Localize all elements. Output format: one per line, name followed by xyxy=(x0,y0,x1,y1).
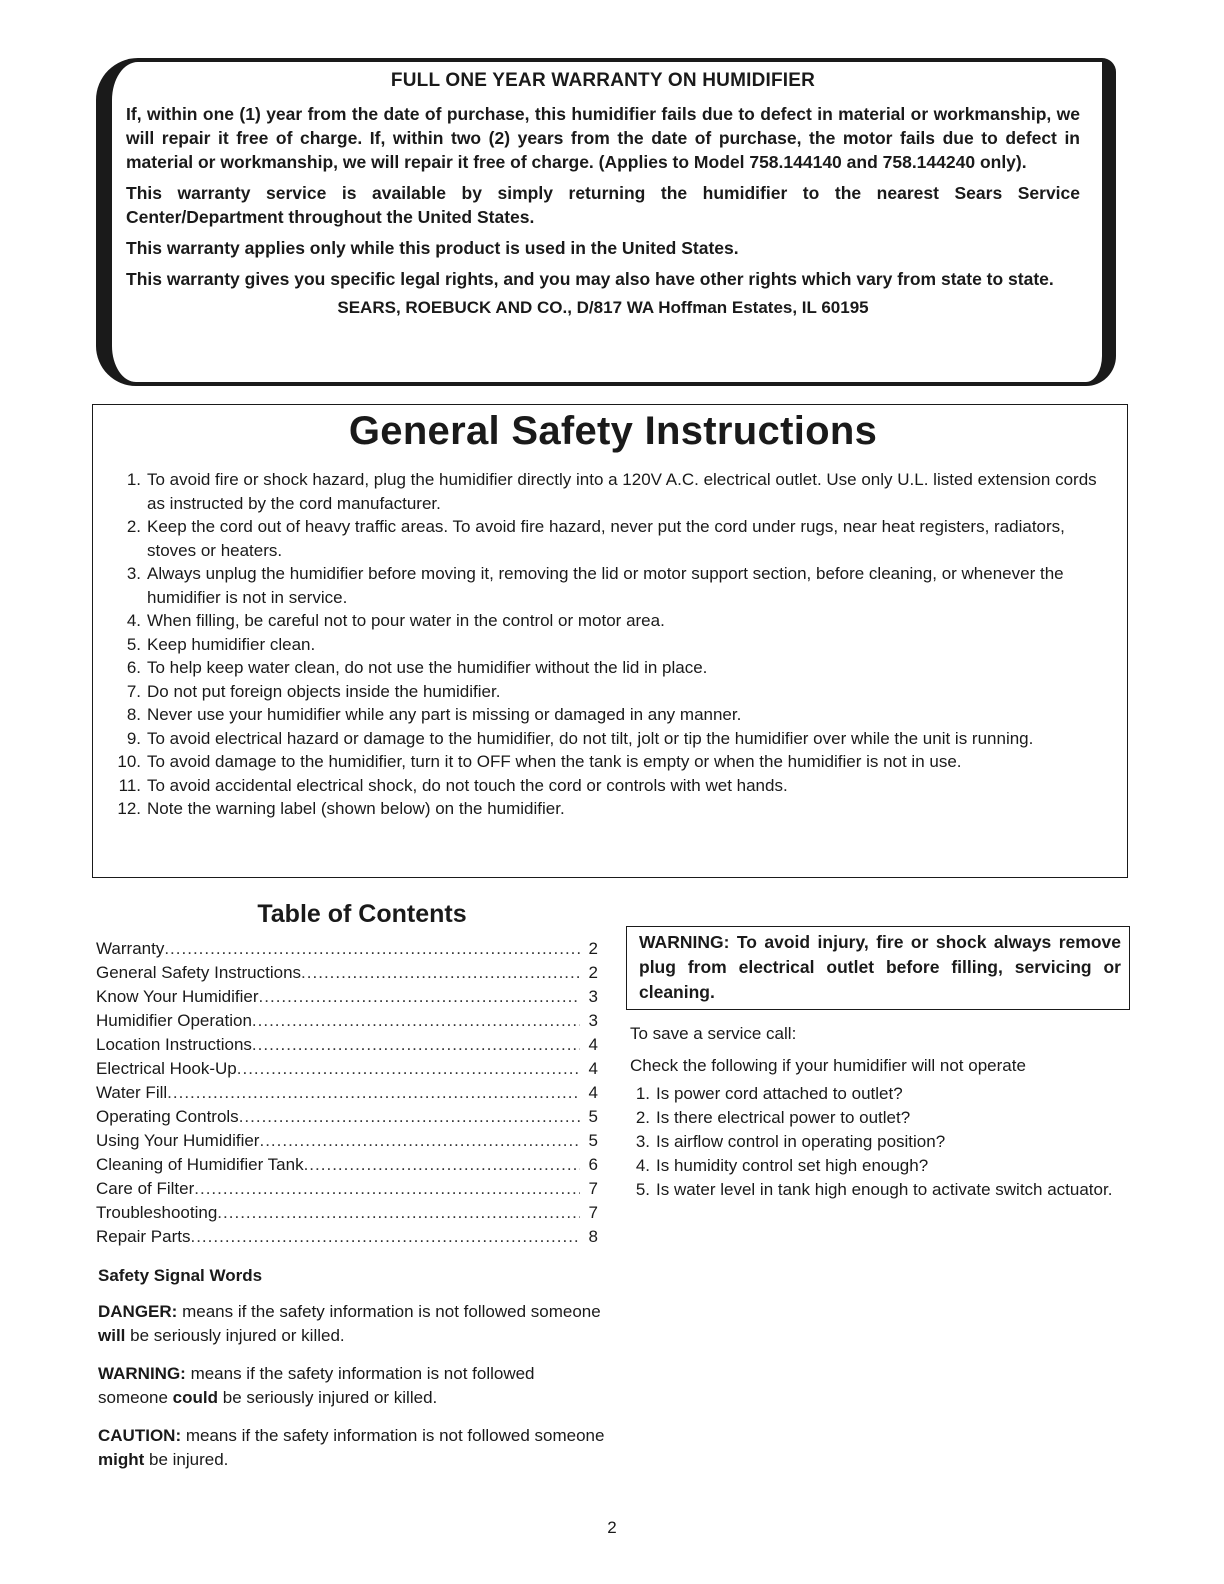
safety-item-text: Always unplug the humidifier before moving it, removing the lid or motor support section, before cleaning, or whenever the humidifier is not in service. xyxy=(147,564,1064,607)
toc-entry xyxy=(96,1057,598,1081)
safety-item xyxy=(111,562,1115,609)
toc-leader-dots xyxy=(252,1033,580,1057)
caution-term: CAUTION: xyxy=(98,1426,182,1445)
safety-item-text: To help keep water clean, do not use the humidifier without the lid in place. xyxy=(147,658,708,677)
toc-entry-page: 8 xyxy=(588,1227,598,1246)
warning-term: WARNING: xyxy=(98,1364,186,1383)
toc-entry xyxy=(96,1129,598,1153)
caution-text-post: be injured. xyxy=(149,1450,229,1469)
caution-definition xyxy=(98,1424,608,1472)
toc-entry xyxy=(96,937,598,961)
signal-words-heading: Safety Signal Words xyxy=(98,1266,263,1285)
check-intro: Check the following if your humidifier will not operate xyxy=(630,1056,1026,1075)
check-item-number: 5. xyxy=(635,1180,650,1199)
warranty-box xyxy=(96,58,1116,386)
toc-entry xyxy=(96,985,598,1009)
toc-entry-label: Warranty xyxy=(96,939,165,958)
safety-item-number: 3. xyxy=(126,564,141,583)
table-of-contents xyxy=(96,900,598,1249)
safety-item-text: To avoid electrical hazard or damage to the humidifier, do not tilt, jolt or tip the humidifier over while the unit is running. xyxy=(147,728,1034,748)
caution-text-pre: means if the safety information is not followed someone xyxy=(185,1426,605,1445)
toc-entry-page: 2 xyxy=(588,963,598,982)
warranty-paragraph: This warranty gives you specific legal rights, and you may also have other rights which vary from state to state. xyxy=(126,269,1054,289)
check-item xyxy=(626,1130,1130,1154)
toc-entry-label: Location Instructions xyxy=(96,1035,252,1054)
toc-entry-label: Humidifier Operation xyxy=(96,1011,252,1030)
check-item-number: 4. xyxy=(635,1156,650,1175)
check-item-text: Is power cord attached to outlet? xyxy=(656,1084,903,1103)
safety-item-text: Keep the cord out of heavy traffic areas. To avoid fire hazard, never put the cord under rugs, near heat registers, radiators, stoves or heaters. xyxy=(147,517,1065,560)
safety-item-number: 5. xyxy=(126,634,141,654)
safety-list xyxy=(111,468,1115,821)
toc-leader-dots xyxy=(164,937,580,961)
check-item-text: Is there electrical power to outlet? xyxy=(656,1108,911,1127)
safety-item xyxy=(111,750,1115,774)
toc-title: Table of Contents xyxy=(257,900,467,928)
warranty-paragraph: This warranty service is available by simply returning the humidifier to the nearest Sears Service Center/Department throughout the United States. xyxy=(126,183,1080,227)
safety-item-number: 9. xyxy=(126,728,141,748)
check-item-text: Is airflow control in operating position? xyxy=(656,1132,946,1151)
toc-entry xyxy=(96,1009,598,1033)
safety-item xyxy=(111,703,1115,727)
toc-entry xyxy=(96,1081,598,1105)
safety-item-number: 10. xyxy=(117,752,141,771)
caution-keyword: might xyxy=(98,1450,145,1469)
service-column xyxy=(626,926,1130,1202)
toc-entry xyxy=(96,961,598,985)
check-item-number: 1. xyxy=(635,1084,650,1103)
toc-entry xyxy=(96,1177,598,1201)
toc-entry-page: 3 xyxy=(588,987,598,1006)
toc-leader-dots xyxy=(301,961,580,985)
warning-text-post: be seriously injured or killed. xyxy=(222,1388,438,1407)
safety-item-text: Never use your humidifier while any part is missing or damaged in any manner. xyxy=(147,705,742,724)
safety-signal-words xyxy=(98,1266,608,1486)
check-list xyxy=(626,1082,1130,1202)
safety-item-text: To avoid damage to the humidifier, turn it to OFF when the tank is empty or when the humidifier is not in use. xyxy=(147,752,962,771)
safety-item-text: To avoid accidental electrical shock, do not touch the cord or controls with wet hands. xyxy=(147,775,788,795)
safety-item xyxy=(111,633,1115,657)
safety-item-text: To avoid fire or shock hazard, plug the humidifier directly into a 120V A.C. electrical outlet. Use only U.L. listed extension cords as instructed by the cord manufacturer. xyxy=(147,470,1097,513)
danger-keyword: will xyxy=(98,1326,126,1345)
toc-entry xyxy=(96,1225,598,1249)
danger-term: DANGER: xyxy=(98,1302,178,1321)
page-number: 2 xyxy=(607,1518,617,1537)
toc-entry-page: 4 xyxy=(588,1035,598,1054)
check-item-number: 2. xyxy=(635,1108,650,1127)
check-item-number: 3. xyxy=(635,1132,650,1151)
toc-entry xyxy=(96,1201,598,1225)
safety-item xyxy=(111,774,1115,798)
warranty-paragraph: If, within one (1) year from the date of purchase, this humidifier fails due to defect in material or workmanship, we will repair it free of charge. If, within two (2) years from the date of purchase, the motor fails due to defect in material or workmanship, we will repair it free of charge. (Applies to Model 758.144140 and 758.144240 only). xyxy=(126,104,1080,172)
safety-item xyxy=(111,609,1115,633)
toc-entry-label: Electrical Hook-Up xyxy=(96,1059,237,1078)
safety-item xyxy=(111,468,1115,515)
warning-text-pre: means if the safety information is not followed someone xyxy=(98,1364,535,1407)
toc-entry-page: 4 xyxy=(588,1059,598,1078)
warranty-paragraph: This warranty applies only while this product is used in the United States. xyxy=(126,238,739,258)
check-item xyxy=(626,1106,1130,1130)
safety-instructions-box xyxy=(92,404,1128,878)
check-item xyxy=(626,1178,1130,1202)
service-intro: To save a service call: xyxy=(630,1024,797,1043)
toc-entry-page: 2 xyxy=(588,939,598,958)
warning-definition xyxy=(98,1362,608,1410)
toc-entry-label: Troubleshooting xyxy=(96,1203,218,1222)
toc-leader-dots xyxy=(237,1057,580,1081)
safety-item-text: Do not put foreign objects inside the humidifier. xyxy=(147,681,501,701)
check-item xyxy=(626,1082,1130,1106)
toc-entry-label: Operating Controls xyxy=(96,1107,239,1126)
toc-entry-page: 5 xyxy=(588,1131,598,1150)
toc-entry-page: 5 xyxy=(588,1107,598,1126)
toc-entry-label: General Safety Instructions xyxy=(96,963,302,982)
toc-entry-page: 6 xyxy=(588,1155,598,1174)
safety-item-text: Keep humidifier clean. xyxy=(147,634,316,654)
toc-entry-label: Water Fill xyxy=(96,1083,168,1102)
safety-item xyxy=(111,727,1115,751)
toc-entry-page: 4 xyxy=(588,1083,598,1102)
check-item-text: Is water level in tank high enough to activate switch actuator. xyxy=(656,1180,1113,1199)
safety-item-number: 8. xyxy=(126,705,141,724)
safety-item xyxy=(111,680,1115,704)
toc-entry-label: Repair Parts xyxy=(96,1227,191,1246)
safety-item-number: 6. xyxy=(126,658,141,677)
toc-entry-page: 3 xyxy=(588,1011,598,1030)
toc-entry xyxy=(96,1153,598,1177)
toc-entry-label: Using Your Humidifier xyxy=(96,1131,260,1150)
safety-item-number: 11. xyxy=(118,775,141,795)
toc-leader-dots xyxy=(194,1177,580,1201)
safety-item-number: 12. xyxy=(117,799,141,818)
toc-entry xyxy=(96,1105,598,1129)
toc-leader-dots xyxy=(259,1129,580,1153)
safety-item xyxy=(111,515,1115,562)
toc-entry-label: Know Your Humidifier xyxy=(96,987,259,1006)
safety-item-text: Note the warning label (shown below) on the humidifier. xyxy=(147,799,565,818)
check-item-text: Is humidity control set high enough? xyxy=(656,1156,929,1175)
safety-item xyxy=(111,656,1115,680)
toc-entry-page: 7 xyxy=(588,1179,598,1198)
warning-box: WARNING: To avoid injury, fire or shock always remove plug from electrical outlet before filling, servicing or cleaning. xyxy=(626,926,1130,1010)
toc-leader-dots xyxy=(259,985,580,1009)
danger-text-pre: means if the safety information is not followed someone xyxy=(182,1302,601,1321)
toc-leader-dots xyxy=(167,1081,580,1105)
warning-keyword: could xyxy=(172,1388,219,1407)
toc-entry xyxy=(96,1033,598,1057)
check-item xyxy=(626,1154,1130,1178)
safety-item-number: 1. xyxy=(126,470,141,489)
warranty-title: FULL ONE YEAR WARRANTY ON HUMIDIFIER xyxy=(390,70,816,91)
safety-item-number: 4. xyxy=(126,611,141,630)
safety-item-number: 2. xyxy=(126,517,141,536)
toc-entry-page: 7 xyxy=(588,1203,598,1222)
danger-text-post: be seriously injured or killed. xyxy=(130,1326,345,1345)
toc-leader-dots xyxy=(217,1201,580,1225)
toc-leader-dots xyxy=(190,1225,580,1249)
safety-item xyxy=(111,797,1115,821)
toc-leader-dots xyxy=(252,1009,580,1033)
toc-entry-label: Cleaning of Humidifier Tank xyxy=(96,1155,304,1174)
safety-item-number: 7. xyxy=(126,681,141,701)
toc-entry-label: Care of Filter xyxy=(96,1179,195,1198)
toc-leader-dots xyxy=(239,1105,580,1129)
toc-leader-dots xyxy=(304,1153,580,1177)
safety-item-text: When filling, be careful not to pour water in the control or motor area. xyxy=(147,611,665,630)
safety-title: General Safety Instructions xyxy=(348,409,878,453)
warranty-address: SEARS, ROEBUCK AND CO., D/817 WA Hoffman Estates, IL 60195 xyxy=(337,298,869,317)
danger-definition xyxy=(98,1300,608,1348)
